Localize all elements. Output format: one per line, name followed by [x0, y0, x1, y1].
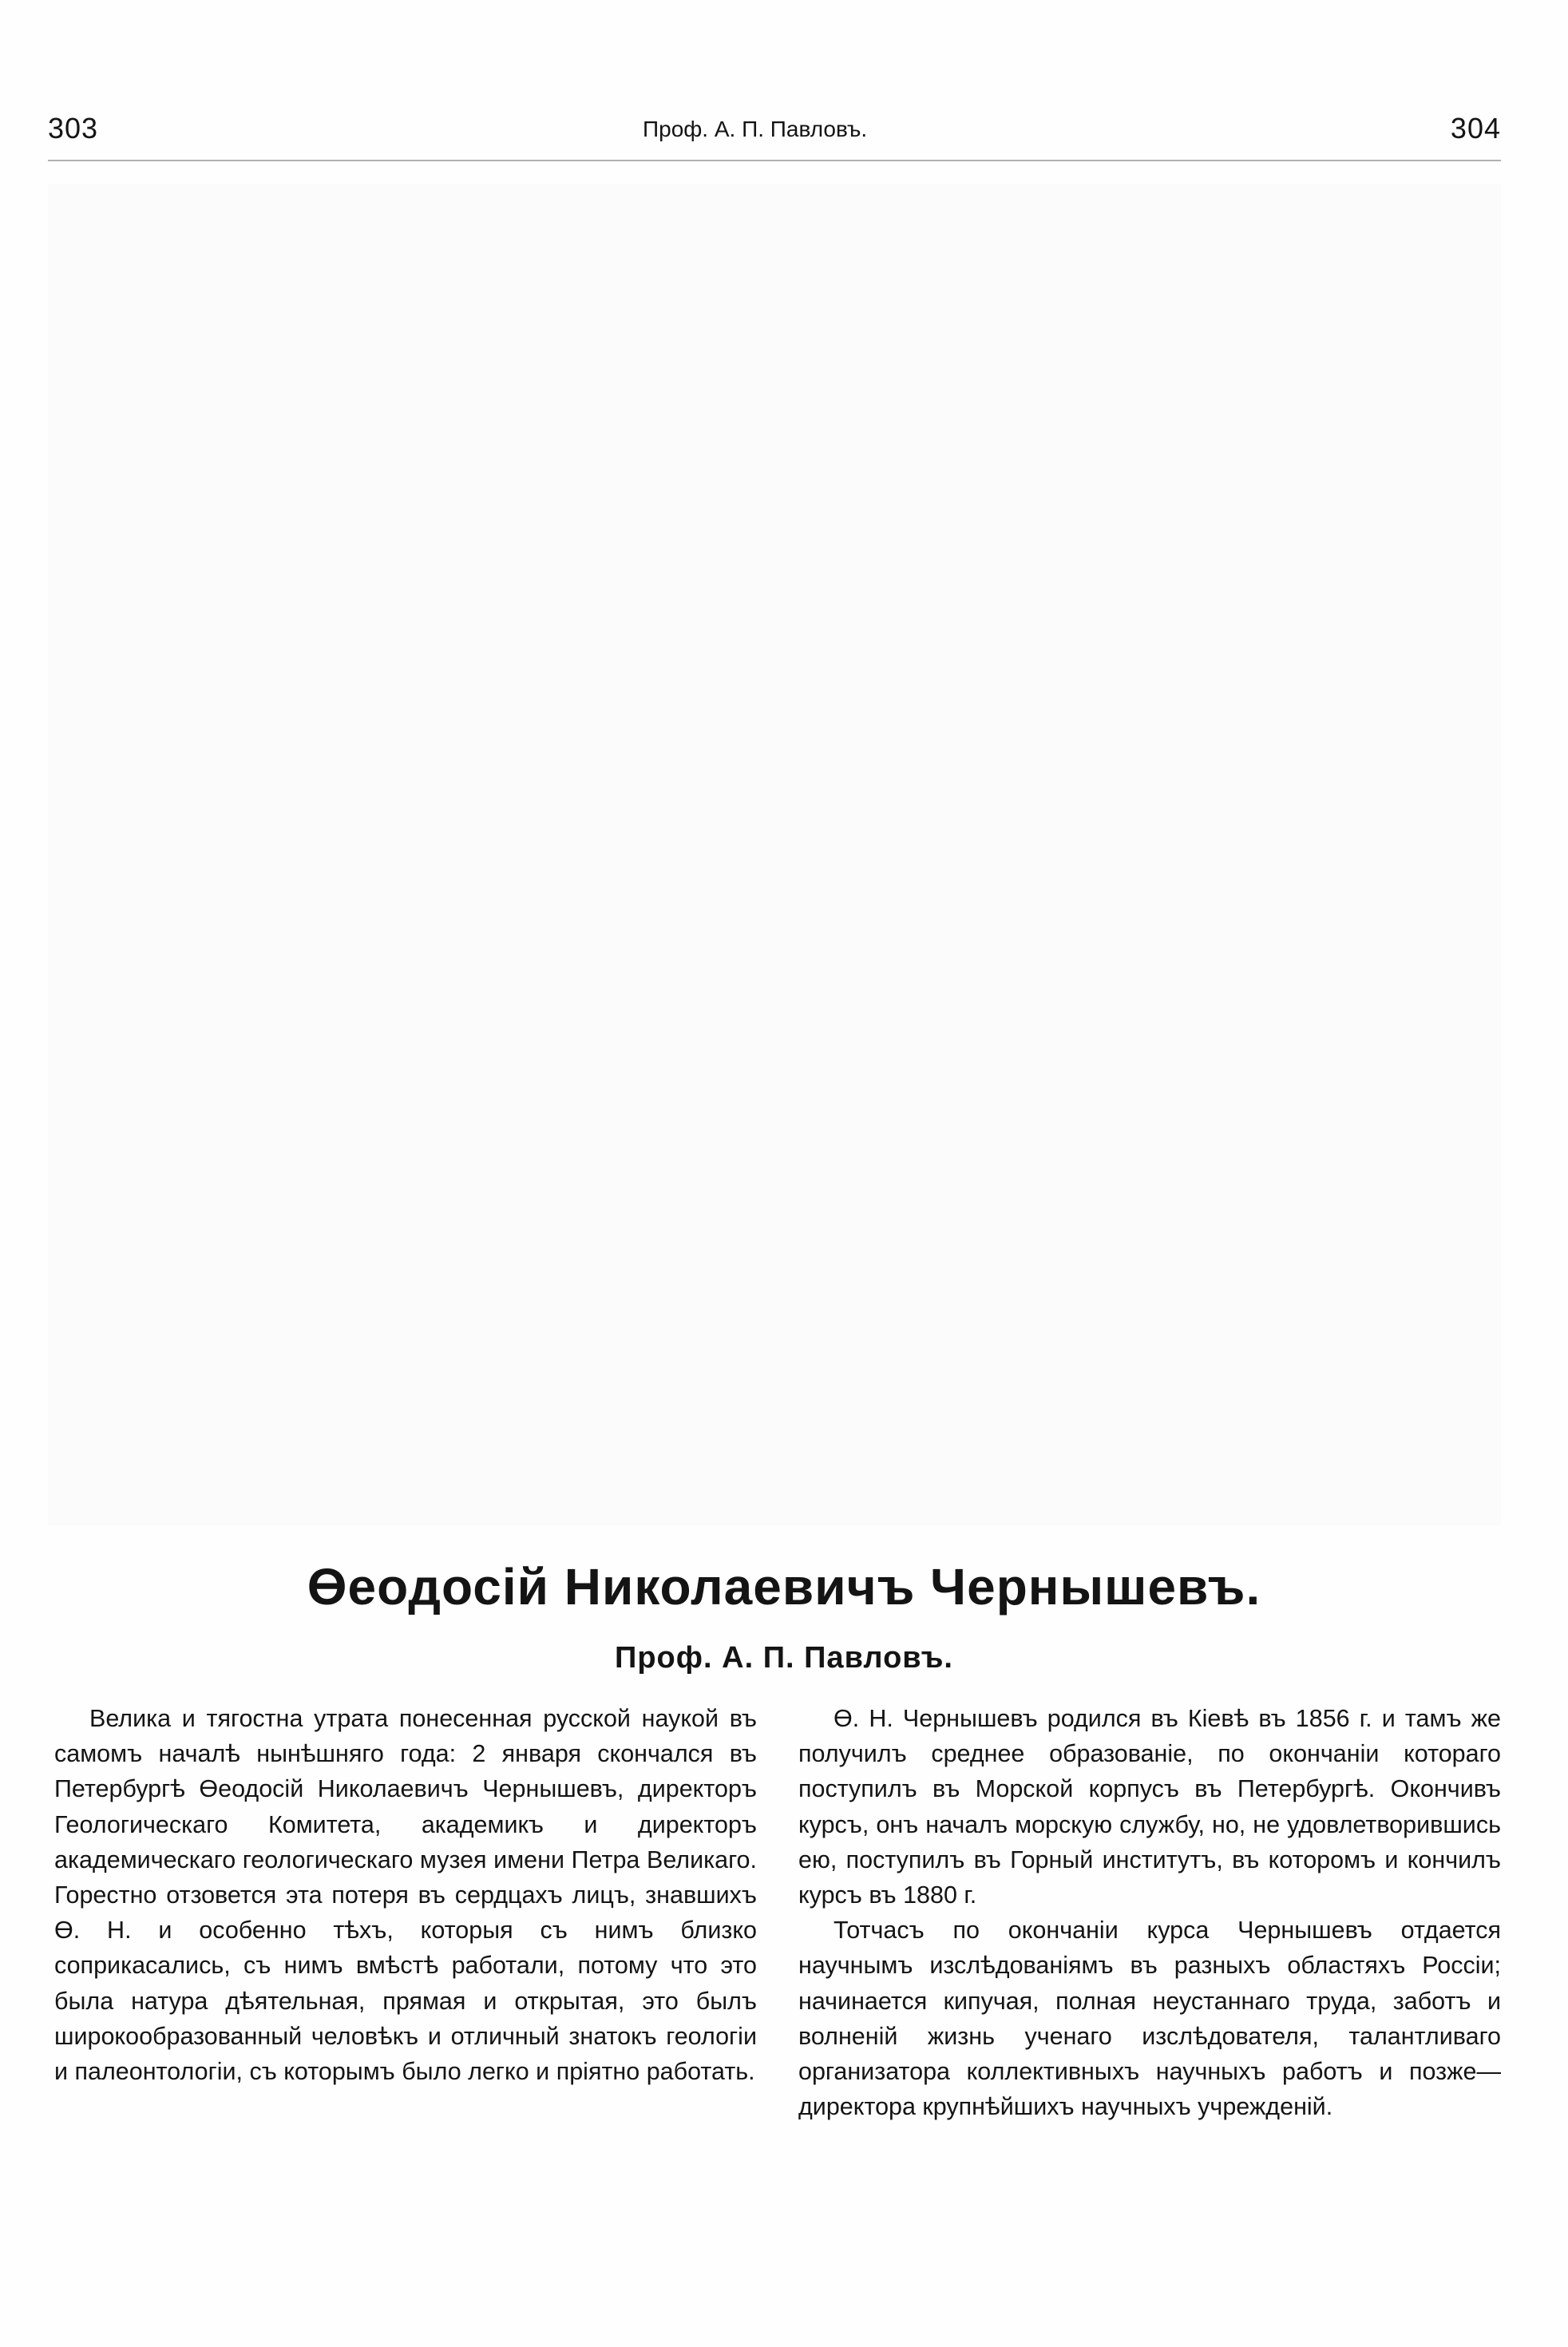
paragraph: Тотчасъ по окончаніи курса Чернышевъ отдается научнымъ изслѣдованіямъ въ разныхъ областяхъ Россіи; начинается кипучая, полная неустаннаго труда, заботъ и волненій жизнь ученаго изслѣдователя, талантливаго организатора коллективныхъ научныхъ работъ и позже—директора крупнѣйшихъ научныхъ учрежденій. — [798, 1917, 1501, 2121]
blank-page-area — [48, 184, 1501, 1525]
running-head — [48, 112, 1501, 152]
article-author: Проф. А. П. Павловъ. — [615, 1641, 953, 1675]
page-number-right: 304 — [1450, 112, 1501, 145]
page-number-left: 303 — [48, 112, 99, 145]
paragraph: Ө. Н. Чернышевъ родился въ Кіевѣ въ 1856 г. и тамъ же получилъ среднее образованіе, по окончаніи котораго поступилъ въ Морской корпусъ въ Петербургѣ. Окончивъ курсъ, онъ началъ морскую службу, но, не удовлетворившись ею, поступилъ въ Горный институтъ, въ которомъ и кончилъ курсъ въ 1880 г. — [798, 1705, 1501, 1909]
article-title: Өеодосій Николаевичъ Чернышевъ. — [307, 1558, 1261, 1616]
header-rule — [48, 160, 1501, 161]
text-column-right — [798, 1701, 1501, 2124]
text-column-left — [54, 1701, 757, 2089]
running-head-author: Проф. А. П. Павловъ. — [643, 117, 868, 141]
paragraph: Велика и тягостна утрата понесенная русской наукой въ самомъ началѣ нынѣшняго года: 2 января скончался въ Петербургѣ Өеодосій Николаевичъ Чернышевъ, директоръ Геологическаго Комитета, академикъ и директоръ академическаго геологическаго музея имени Петра Великаго. Горестно отзовется эта потеря въ сердцахъ лицъ, знавшихъ Ө. Н. и особенно тѣхъ, которыя съ нимъ близко соприкасались, съ нимъ вмѣстѣ работали, потому что это была натура дѣятельная, прямая и открытая, это былъ широкообразованный человѣкъ и отличный знатокъ геологіи и палеонтологіи, съ которымъ было легко и пріятно работать. — [54, 1705, 757, 2086]
